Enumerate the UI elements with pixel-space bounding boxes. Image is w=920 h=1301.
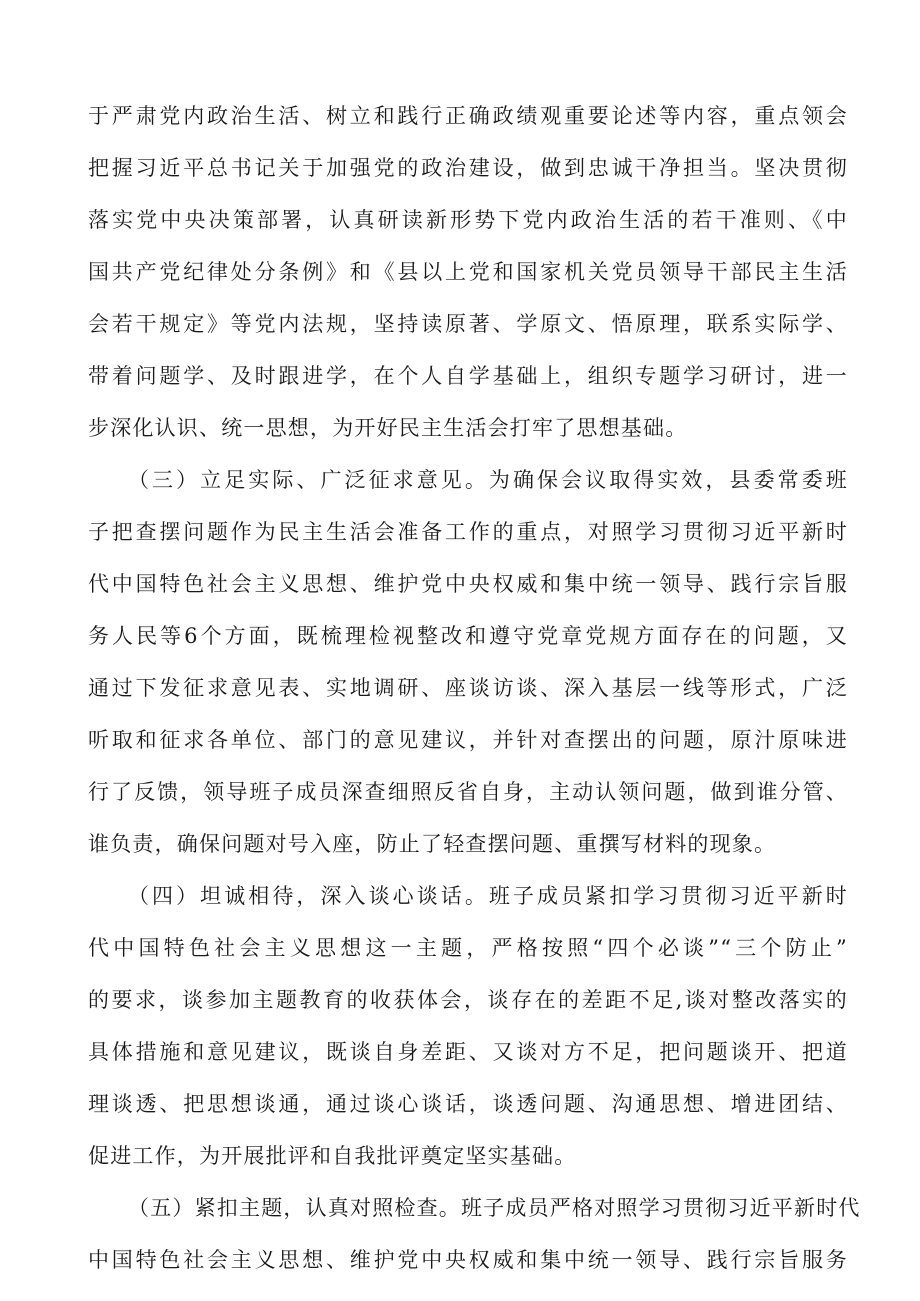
text-line: 把握习近平总书记关于加强党的政治建设，做到忠诚干净担当。坚决贯彻 (88, 156, 848, 180)
paragraph-first-line: （四）坦诚相待，深入谈心谈话。班子成员紧扣学习贯彻习近平新时 (128, 884, 848, 908)
text-line: 会若干规定》等党内法规，坚持读原著、学原文、悟原理，联系实际学、 (88, 312, 848, 336)
text-line: 促进工作，为开展批评和自我批评奠定坚实基础。 (88, 1144, 577, 1168)
text-line: 落实党中央决策部署，认真研读新形势下党内政治生活的若干准则、《中 (88, 208, 848, 232)
text-line: 代中国特色社会主义思想、维护党中央权威和集中统一领导、践行宗旨服 (88, 572, 848, 596)
text-line: 行了反馈，领导班子成员深查细照反省自身，主动认领问题，做到谁分管、 (88, 780, 848, 804)
text-line: 听取和征求各单位、部门的意见建议，并针对查摆出的问题，原汁原味进 (88, 728, 848, 752)
text-line: 谁负责，确保问题对号入座，防止了轻查摆问题、重撰写材料的现象。 (88, 832, 777, 856)
paragraph-first-line (88, 1182, 861, 1234)
text-line: 子把查摆问题作为民主生活会准备工作的重点，对照学习贯彻习近平新时 (88, 520, 848, 544)
text-line: 中国特色社会主义思想、维护党中央权威和集中统一领导、践行宗旨服务 (88, 1248, 848, 1272)
text-line: 具体措施和意见建议，既谈自身差距、又谈对方不足，把问题谈开、把道 (88, 1040, 848, 1064)
text-line: 通过下发征求意见表、实地调研、座谈访谈、深入基层一线等形式，广泛 (88, 676, 848, 700)
paragraph-first-line: （三）立足实际、广泛征求意见。为确保会议取得实效，县委常委班 (128, 468, 848, 492)
text-line: 于严肃党内政治生活、树立和践行正确政绩观重要论述等内容，重点领会 (88, 104, 848, 128)
text-line: 国共产党纪律处分条例》和《县以上党和国家机关党员领导干部民主生活 (88, 260, 848, 284)
text-line: 步深化认识、统一思想，为开好民主生活会打牢了思想基础。 (88, 416, 688, 440)
section-heading: （五）紧扣主题，认真对照检查。 (128, 1196, 461, 1220)
text-line: 带着问题学、及时跟进学，在个人自学基础上，组织专题学习研讨，进一 (88, 364, 848, 388)
text-line: 理谈透、把思想谈通，通过谈心谈话，谈透问题、沟通思想、增进团结、 (88, 1092, 848, 1116)
text-line: 的要求，谈参加主题教育的收获体会，谈存在的差距不足,谈对整改落实的 (88, 988, 848, 1012)
document-body (88, 90, 861, 1286)
text-line: 代中国特色社会主义思想这一主题，严格按照“四个必谈”“三个防止” (88, 936, 848, 960)
text-span: 班子成员严格对照学习贯彻习近平新时代 (461, 1196, 861, 1220)
text-line: 务人民等6个方面，既梳理检视整改和遵守党章党规方面存在的问题，又 (88, 624, 848, 648)
